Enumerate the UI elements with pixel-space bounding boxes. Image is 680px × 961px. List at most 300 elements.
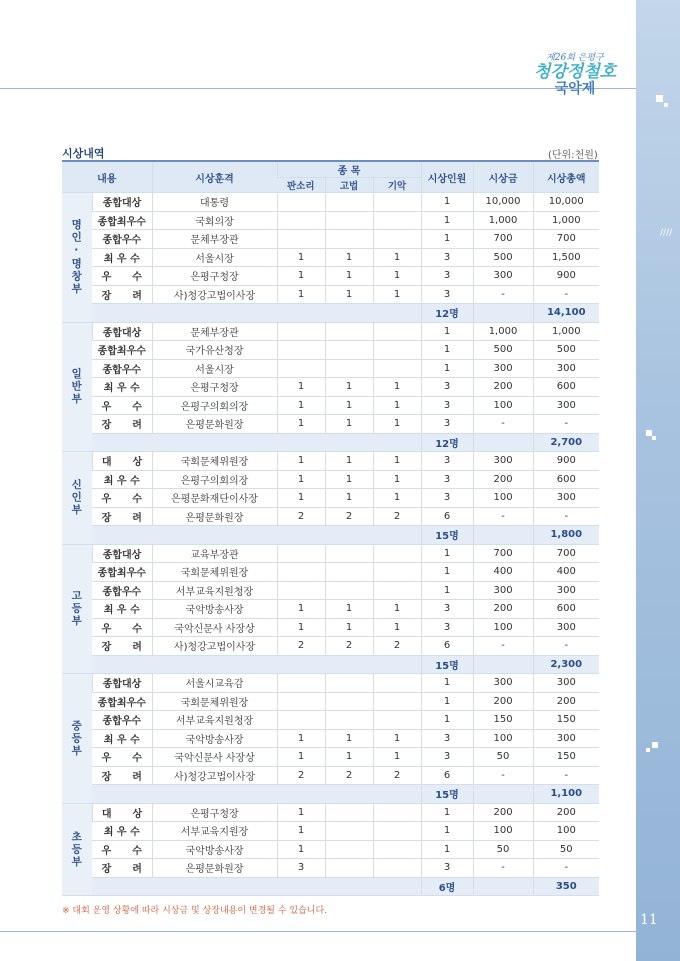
item3-count [373,359,421,378]
table-row [62,507,599,526]
header-category: 내용 [62,161,152,193]
item2-count: 1 [325,415,373,434]
award-title: 은평문화원장 [152,507,277,526]
item1-count [277,711,325,730]
award-title: 서부교육지원청장 [152,711,277,730]
award-title: 국회의장 [152,211,277,230]
item3-count: 1 [373,267,421,286]
total-amount: 50 [533,840,599,859]
decor-square [652,742,658,748]
prize-amount: - [473,766,533,785]
decor-square [664,103,668,107]
prize-amount: 150 [473,711,533,730]
subtotal-amount: 1,100 [533,785,599,804]
table-row [62,285,599,304]
award-name: 종합최우수 [92,211,152,230]
item3-count [373,544,421,563]
award-name: 종합최우수 [92,563,152,582]
total-amount: - [533,766,599,785]
subtotal-spacer [92,526,421,545]
total-amount: 150 [533,748,599,767]
total-amount: 600 [533,470,599,489]
award-title: 국악신문사 사장상 [152,748,277,767]
award-name: 종합우수 [92,230,152,249]
total-amount: 300 [533,581,599,600]
item1-count: 1 [277,396,325,415]
award-name: 최 우 수 [92,470,152,489]
item1-count [277,563,325,582]
item2-count [325,692,373,711]
award-name: 종합대상 [92,193,152,212]
item3-count [373,581,421,600]
table-row [62,193,599,212]
footnote: ※ 대회 운영 상황에 따라 시상금 및 상장내용이 변경될 수 있습니다. [62,906,328,916]
item1-count: 1 [277,840,325,859]
award-name: 종합대상 [92,544,152,563]
subtotal-spacer [473,304,533,323]
award-title: 국악방송사장 [152,729,277,748]
header-award: 시상훈격 [152,161,277,193]
table-row [62,341,599,360]
total-amount: 600 [533,378,599,397]
item1-count: 1 [277,489,325,508]
item3-count: 1 [373,729,421,748]
prize-amount: 1,000 [473,211,533,230]
item1-count [277,692,325,711]
subtotal-row [62,304,599,323]
prize-amount: 700 [473,230,533,249]
footer-rule [0,931,636,932]
item3-count [373,822,421,841]
award-title: 국회문체위원장 [152,563,277,582]
subtotal-row [62,655,599,674]
award-title: 국악신문사 사장상 [152,618,277,637]
award-name: 우 수 [92,618,152,637]
prize-amount: 10,000 [473,193,533,212]
subtotal-spacer [92,433,421,452]
prize-amount: - [473,859,533,878]
table-row [62,489,599,508]
item3-count [373,193,421,212]
subtotal-spacer [92,877,421,896]
award-name: 종합대상 [92,322,152,341]
award-name: 최 우 수 [92,729,152,748]
item3-count: 2 [373,766,421,785]
unit-label: (단위:천원) [548,150,598,161]
item1-count: 1 [277,285,325,304]
item3-count: 1 [373,600,421,619]
item3-count: 1 [373,452,421,471]
item2-count: 1 [325,748,373,767]
table-row [62,322,599,341]
table-row [62,470,599,489]
table-row [62,581,599,600]
item2-count: 1 [325,729,373,748]
total-amount: 300 [533,674,599,693]
subtotal-people: 12명 [421,433,473,452]
people-count: 1 [421,230,473,249]
award-name: 대 상 [92,452,152,471]
item3-count [373,211,421,230]
total-amount: 150 [533,711,599,730]
award-title: 은평구청장 [152,378,277,397]
people-count: 3 [421,748,473,767]
award-title: 서울시장 [152,248,277,267]
subtotal-spacer [92,304,421,323]
total-amount: 700 [533,230,599,249]
total-amount: 1,500 [533,248,599,267]
award-name: 우 수 [92,840,152,859]
prize-amount: 300 [473,452,533,471]
award-name: 장 려 [92,415,152,434]
item2-count [325,211,373,230]
subtotal-people: 15명 [421,785,473,804]
table-row [62,563,599,582]
award-name: 종합우수 [92,359,152,378]
award-title: 서부교육지원장 [152,822,277,841]
item1-count: 1 [277,378,325,397]
award-title: 문체부장관 [152,230,277,249]
decor-square [656,95,663,102]
item2-count: 1 [325,452,373,471]
header-item2: 고법 [325,178,373,193]
total-amount: - [533,285,599,304]
table-row [62,230,599,249]
people-count: 6 [421,766,473,785]
header-people: 시상인원 [421,161,473,193]
subtotal-row [62,433,599,452]
award-name: 장 려 [92,637,152,656]
item1-count [277,230,325,249]
item2-count [325,822,373,841]
item1-count: 1 [277,415,325,434]
page-number: 11 [640,912,658,928]
total-amount: 300 [533,396,599,415]
item3-count: 1 [373,396,421,415]
table-row [62,840,599,859]
item2-count [325,803,373,822]
item2-count [325,544,373,563]
total-amount: 300 [533,729,599,748]
decor-square [652,436,656,440]
prize-amount: - [473,637,533,656]
people-count: 3 [421,452,473,471]
item3-count [373,711,421,730]
subtotal-people: 6명 [421,877,473,896]
award-name: 종합우수 [92,711,152,730]
award-title: 국악방송사장 [152,840,277,859]
prize-amount: 50 [473,748,533,767]
item3-count: 2 [373,507,421,526]
subtotal-row [62,877,599,896]
total-amount: 400 [533,563,599,582]
subtotal-spacer [473,433,533,452]
festival-logo [520,50,630,110]
subtotal-spacer [92,785,421,804]
award-title: 문체부장관 [152,322,277,341]
item2-count: 1 [325,470,373,489]
prize-amount: 300 [473,674,533,693]
item2-count: 2 [325,507,373,526]
award-title: 은평문화원장 [152,859,277,878]
table-row [62,600,599,619]
people-count: 1 [421,692,473,711]
people-count: 1 [421,322,473,341]
award-title: 은평구청장 [152,267,277,286]
award-name: 종합대상 [92,674,152,693]
item3-count: 1 [373,489,421,508]
item2-count: 1 [325,618,373,637]
award-title: 국회문체위원장 [152,692,277,711]
table-row [62,803,599,822]
group-label: 중등부 [62,674,92,804]
item3-count: 1 [373,285,421,304]
award-title: 국악방송사장 [152,600,277,619]
item1-count [277,674,325,693]
award-title: 국가유산청장 [152,341,277,360]
item3-count: 1 [373,415,421,434]
total-amount: 600 [533,600,599,619]
total-amount: 300 [533,359,599,378]
prize-amount: 100 [473,489,533,508]
section-title: 시상내역 [62,147,105,160]
item3-count [373,692,421,711]
total-amount: 200 [533,803,599,822]
prize-amount: 200 [473,378,533,397]
prize-amount: - [473,415,533,434]
total-amount: - [533,507,599,526]
prize-amount: 500 [473,341,533,360]
people-count: 6 [421,637,473,656]
award-name: 우 수 [92,267,152,286]
award-title: 교육부장관 [152,544,277,563]
subtotal-spacer [473,526,533,545]
people-count: 1 [421,211,473,230]
table-row [62,748,599,767]
item2-count [325,563,373,582]
item1-count: 2 [277,507,325,526]
item3-count: 1 [373,618,421,637]
item1-count: 1 [277,822,325,841]
item2-count: 1 [325,248,373,267]
total-amount: 900 [533,267,599,286]
prize-amount: - [473,285,533,304]
people-count: 3 [421,729,473,748]
item3-count [373,859,421,878]
table-row [62,637,599,656]
award-name: 종합최우수 [92,341,152,360]
award-name: 장 려 [92,859,152,878]
table-row [62,211,599,230]
people-count: 3 [421,248,473,267]
item2-count: 2 [325,766,373,785]
subtotal-amount: 350 [533,877,599,896]
item1-count [277,322,325,341]
table-row [62,267,599,286]
prize-amount: 100 [473,618,533,637]
award-name: 대 상 [92,803,152,822]
people-count: 3 [421,618,473,637]
item2-count [325,359,373,378]
award-table-body [62,193,599,896]
table-row [62,359,599,378]
item3-count [373,674,421,693]
award-name: 우 수 [92,748,152,767]
item3-count: 1 [373,248,421,267]
prize-amount: 700 [473,544,533,563]
table-row [62,692,599,711]
award-title: 사)청강고법이사장 [152,285,277,304]
award-title: 은평구의회의장 [152,470,277,489]
award-title: 서울시장 [152,359,277,378]
prize-amount: 300 [473,359,533,378]
item3-count: 1 [373,748,421,767]
item3-count: 2 [373,637,421,656]
group-label: 고등부 [62,544,92,674]
group-label: 일반부 [62,322,92,452]
people-count: 3 [421,600,473,619]
subtotal-people: 12명 [421,304,473,323]
item2-count: 1 [325,378,373,397]
people-count: 1 [421,581,473,600]
table-row [62,859,599,878]
item2-count [325,674,373,693]
subtotal-row [62,526,599,545]
prize-amount: - [473,507,533,526]
award-title: 은평문화재단이사장 [152,489,277,508]
prize-amount: 100 [473,396,533,415]
prize-amount: 400 [473,563,533,582]
total-amount: 500 [533,341,599,360]
prize-amount: 100 [473,822,533,841]
award-title: 사)청강고법이사장 [152,637,277,656]
item1-count: 3 [277,859,325,878]
item1-count [277,359,325,378]
people-count: 3 [421,489,473,508]
subtotal-people: 15명 [421,526,473,545]
item2-count [325,711,373,730]
table-row [62,544,599,563]
people-count: 3 [421,378,473,397]
item1-count: 1 [277,600,325,619]
total-amount: 10,000 [533,193,599,212]
award-name: 최 우 수 [92,600,152,619]
people-count: 3 [421,415,473,434]
people-count: 3 [421,859,473,878]
item2-count: 1 [325,396,373,415]
people-count: 3 [421,396,473,415]
item1-count: 1 [277,470,325,489]
item3-count [373,322,421,341]
people-count: 3 [421,470,473,489]
item2-count [325,193,373,212]
logo-main: 청강정철호 [533,62,617,82]
total-amount: 1,000 [533,211,599,230]
item2-count [325,230,373,249]
subtotal-amount: 1,800 [533,526,599,545]
header-prize: 시상금 [473,161,533,193]
subtotal-people: 15명 [421,655,473,674]
item1-count: 1 [277,248,325,267]
header-item1: 판소리 [277,178,325,193]
award-title: 서부교육지원청장 [152,581,277,600]
item2-count [325,581,373,600]
item1-count: 2 [277,766,325,785]
award-title: 대통령 [152,193,277,212]
total-amount: 700 [533,544,599,563]
subtotal-amount: 2,700 [533,433,599,452]
prize-amount: 200 [473,803,533,822]
award-name: 장 려 [92,507,152,526]
item3-count: 1 [373,470,421,489]
subtotal-spacer [473,655,533,674]
award-title: 서울시교육감 [152,674,277,693]
subtotal-spacer [473,785,533,804]
total-amount: 900 [533,452,599,471]
prize-amount: 300 [473,581,533,600]
item2-count: 1 [325,267,373,286]
prize-amount: 1,000 [473,322,533,341]
prize-amount: 300 [473,267,533,286]
header-item3: 기악 [373,178,421,193]
table-row [62,415,599,434]
group-label: 명인·명창부 [62,193,92,323]
item2-count: 1 [325,489,373,508]
item1-count: 2 [277,637,325,656]
people-count: 6 [421,507,473,526]
total-amount: - [533,637,599,656]
item2-count: 2 [325,637,373,656]
people-count: 3 [421,285,473,304]
award-name: 최 우 수 [92,248,152,267]
header-items: 종 목 [277,161,421,178]
award-name: 종합최우수 [92,692,152,711]
side-decoration-bar [636,0,680,961]
prize-amount: 200 [473,692,533,711]
people-count: 1 [421,359,473,378]
total-amount: 100 [533,822,599,841]
award-name: 장 려 [92,766,152,785]
people-count: 1 [421,803,473,822]
people-count: 3 [421,267,473,286]
people-count: 1 [421,840,473,859]
group-label: 신인부 [62,452,92,545]
subtotal-amount: 14,100 [533,304,599,323]
item3-count [373,563,421,582]
item3-count [373,230,421,249]
people-count: 1 [421,711,473,730]
item1-count: 1 [277,729,325,748]
item3-count [373,341,421,360]
logo-edition: 제26회 은평구 [546,53,604,63]
subtotal-spacer [473,877,533,896]
item2-count [325,859,373,878]
prize-amount: 200 [473,600,533,619]
subtotal-amount: 2,300 [533,655,599,674]
total-amount: - [533,859,599,878]
table-row [62,822,599,841]
total-amount: - [533,415,599,434]
table-row [62,452,599,471]
people-count: 1 [421,822,473,841]
award-title: 은평구의회의장 [152,396,277,415]
table-row [62,766,599,785]
prize-amount: 200 [473,470,533,489]
item2-count [325,341,373,360]
item1-count [277,341,325,360]
people-count: 1 [421,674,473,693]
header-total: 시상총액 [533,161,599,193]
